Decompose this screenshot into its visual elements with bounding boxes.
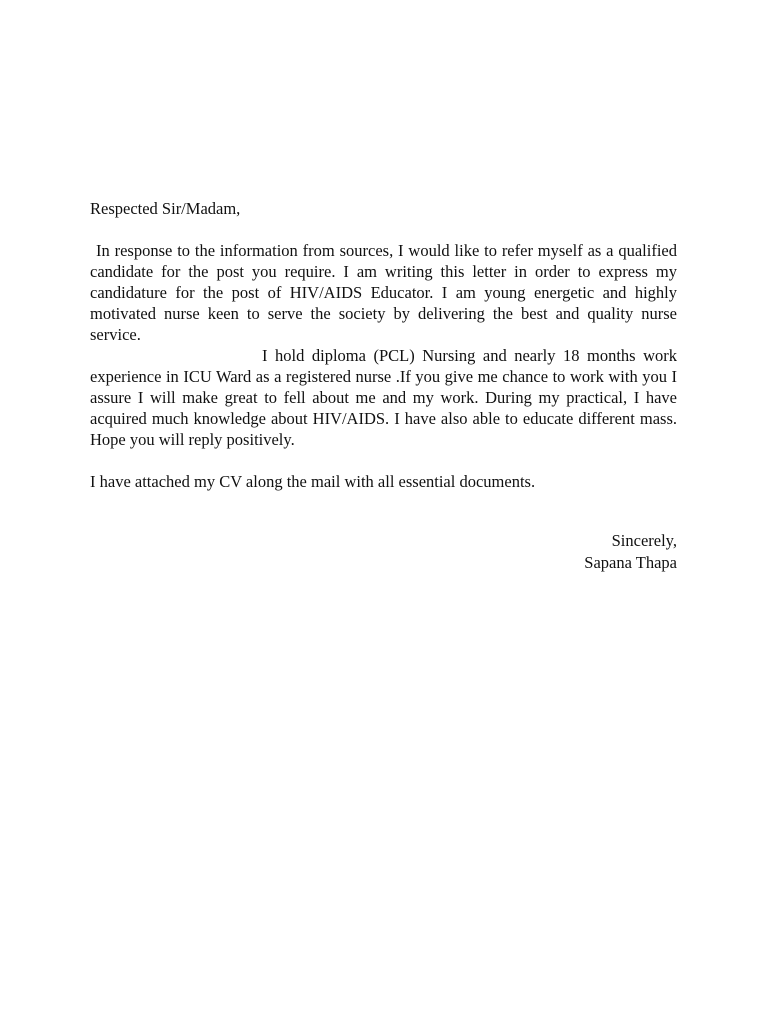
salutation: Respected Sir/Madam, xyxy=(90,199,241,218)
signoff-block xyxy=(584,530,677,574)
body-paragraph-2: I hold diploma (PCL) Nursing and nearly 18 months work experience in ICU Ward as a registered nurse .If you give me chance to work with you I assure I will make great to fell about me and my work. During my practical, I have acquired much knowledge about HIV/AIDS. I have also able to educate different mass. Hope you will reply positively. xyxy=(90,346,677,449)
signature-name: Sapana Thapa xyxy=(584,553,677,572)
cover-letter xyxy=(90,198,677,492)
closing: Sincerely, xyxy=(611,531,677,550)
body-paragraph-1: In response to the information from sources, I would like to refer myself as a qualified candidate for the post you require. I am writing this letter in order to express my candidature for the post of HIV/AIDS Educator. I am young energetic and highly motivated nurse keen to serve the society by delivering the best and quality nurse service. xyxy=(90,241,677,344)
attachment-note: I have attached my CV along the mail with all essential documents. xyxy=(90,472,536,491)
